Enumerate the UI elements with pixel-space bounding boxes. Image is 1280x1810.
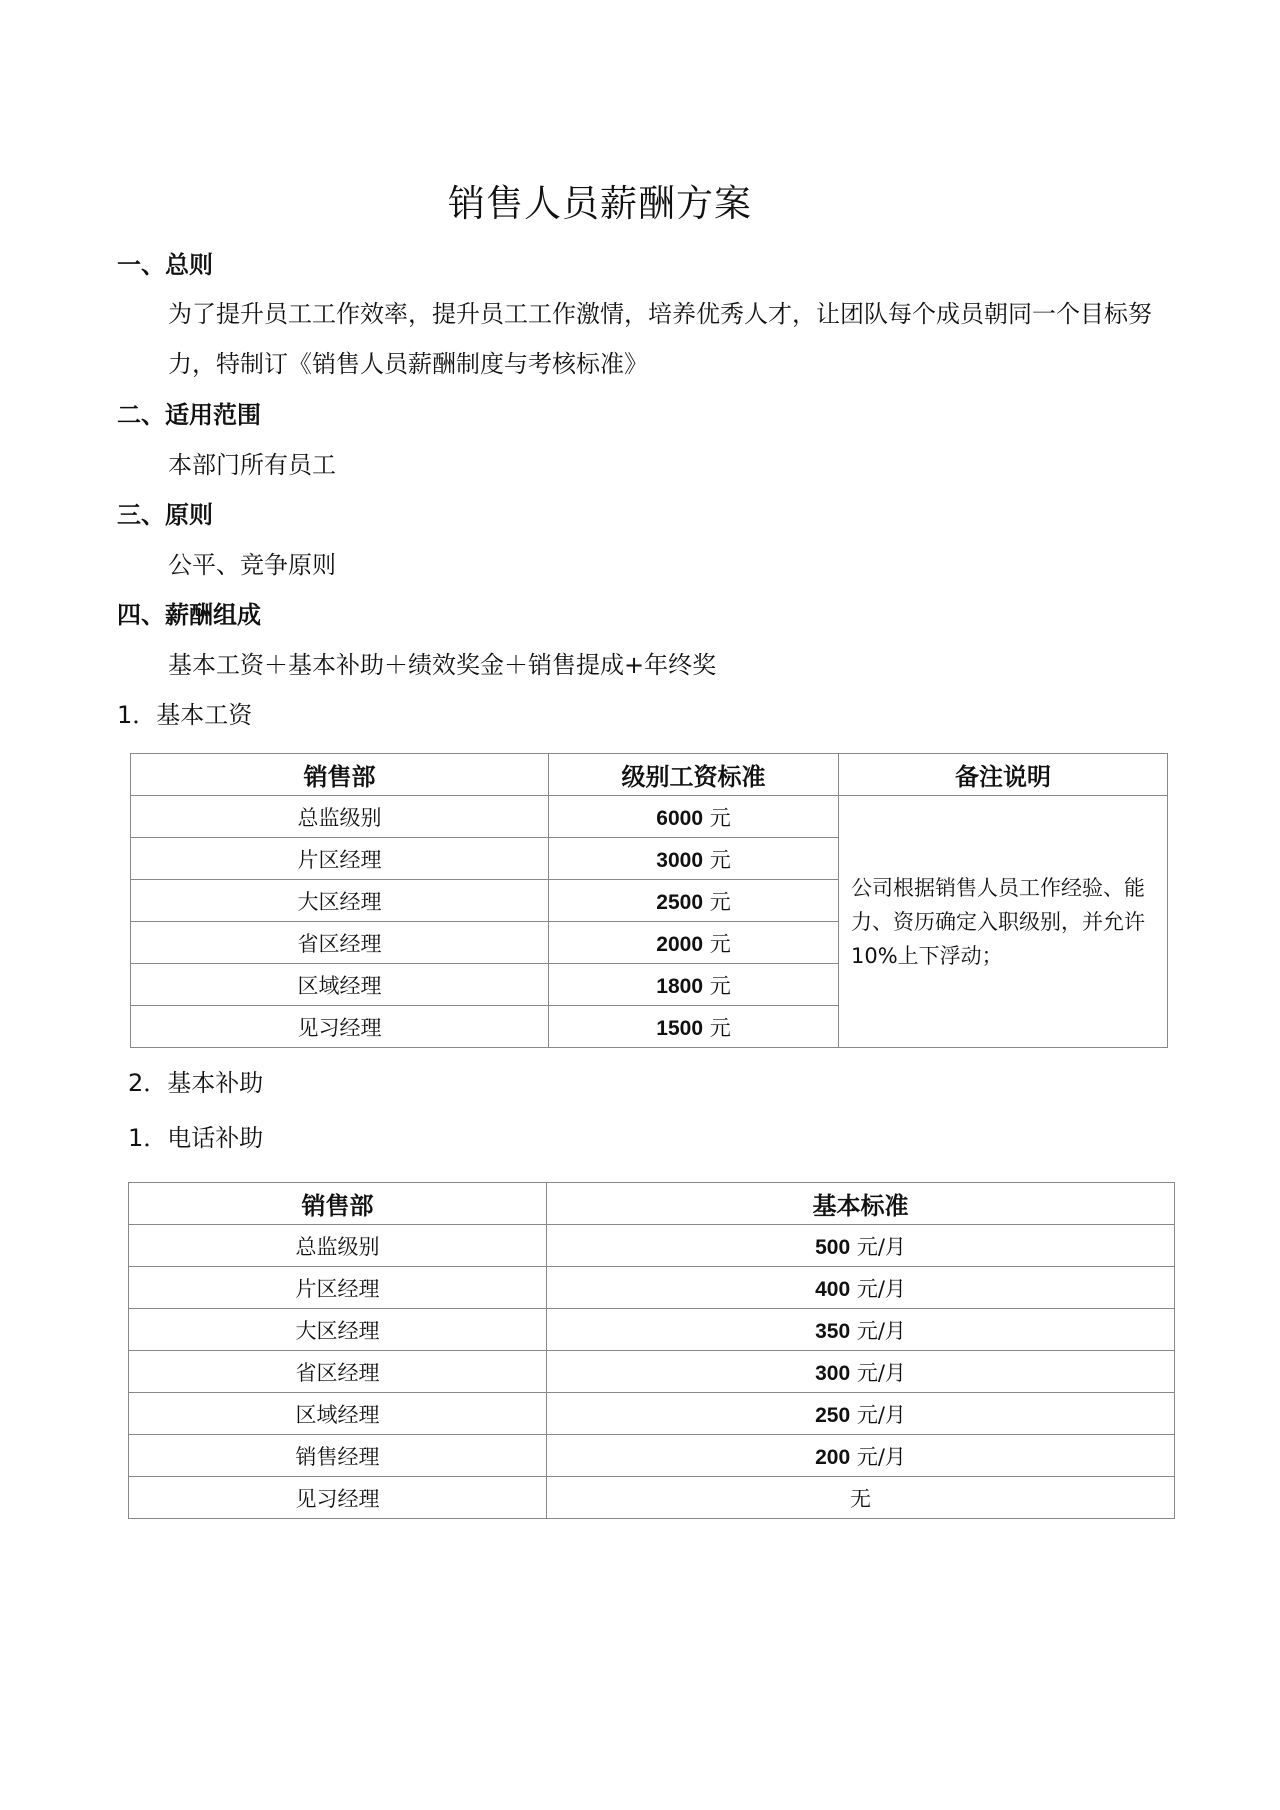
level-cell: 片区经理 xyxy=(129,1267,547,1309)
subheading-base-salary: 1．基本工资 xyxy=(117,701,253,729)
header-cell: 级别工资标准 xyxy=(549,754,839,796)
subheading-basic-allowance: 2．基本补助 xyxy=(128,1069,264,1097)
amount-value: 2000 xyxy=(656,932,704,956)
scope-text: 本部门所有员工 xyxy=(168,451,336,479)
amount-cell xyxy=(547,1435,1175,1477)
amount-cell: 无 xyxy=(547,1477,1175,1519)
header-cell: 基本标准 xyxy=(547,1183,1175,1225)
amount-cell xyxy=(549,1006,839,1048)
amount-cell xyxy=(549,880,839,922)
amount-cell xyxy=(549,922,839,964)
composition-text: 基本工资＋基本补助＋绩效奖金＋销售提成+年终奖 xyxy=(168,651,717,679)
amount-cell xyxy=(547,1225,1175,1267)
amount-unit: 元/月 xyxy=(856,1318,906,1343)
table-row xyxy=(129,1435,1175,1477)
level-cell: 区域经理 xyxy=(129,1393,547,1435)
table-row xyxy=(129,1393,1175,1435)
amount-unit: 元 xyxy=(709,973,731,998)
header-cell: 备注说明 xyxy=(839,754,1168,796)
amount-value: 3000 xyxy=(656,848,704,872)
table-header-row xyxy=(131,754,1168,796)
header-cell: 销售部 xyxy=(129,1183,547,1225)
amount-value: 2500 xyxy=(656,890,704,914)
amount-value: 1500 xyxy=(656,1016,704,1040)
table-header-row xyxy=(129,1183,1175,1225)
level-cell: 片区经理 xyxy=(131,838,549,880)
amount-value: 300 xyxy=(815,1361,851,1385)
level-cell: 大区经理 xyxy=(129,1309,547,1351)
amount-unit: 元/月 xyxy=(856,1360,906,1385)
amount-value: 6000 xyxy=(656,806,704,830)
level-cell: 见习经理 xyxy=(131,1006,549,1048)
section-heading-general: 一、总则 xyxy=(117,251,213,279)
amount-value: 1800 xyxy=(656,974,704,998)
table-row xyxy=(129,1309,1175,1351)
table-row xyxy=(131,796,1168,838)
amount-unit: 元 xyxy=(709,889,731,914)
document-title: 销售人员薪酬方案 xyxy=(448,182,752,225)
section-heading-scope: 二、适用范围 xyxy=(117,401,261,429)
amount-unit: 元 xyxy=(709,805,731,830)
header-cell: 销售部 xyxy=(131,754,549,796)
remark-cell: 公司根据销售人员工作经验、能力、资历确定入职级别，并允许10%上下浮动； xyxy=(839,796,1168,1048)
amount-value: 200 xyxy=(815,1445,851,1469)
table-row xyxy=(129,1225,1175,1267)
table-row xyxy=(129,1351,1175,1393)
amount-unit: 元/月 xyxy=(856,1444,906,1469)
amount-unit: 元 xyxy=(709,1015,731,1040)
table-row xyxy=(129,1267,1175,1309)
level-cell: 大区经理 xyxy=(131,880,549,922)
amount-cell xyxy=(547,1351,1175,1393)
level-cell: 省区经理 xyxy=(131,922,549,964)
amount-cell xyxy=(547,1267,1175,1309)
amount-value: 350 xyxy=(815,1319,851,1343)
amount-cell xyxy=(549,796,839,838)
level-cell: 总监级别 xyxy=(129,1225,547,1267)
amount-value: 500 xyxy=(815,1235,851,1259)
level-cell: 销售经理 xyxy=(129,1435,547,1477)
section-heading-principle: 三、原则 xyxy=(117,501,213,529)
amount-cell xyxy=(549,838,839,880)
amount-value: 250 xyxy=(815,1403,851,1427)
table-row xyxy=(129,1477,1175,1519)
level-cell: 总监级别 xyxy=(131,796,549,838)
amount-unit: 元 xyxy=(709,847,731,872)
level-cell: 见习经理 xyxy=(129,1477,547,1519)
amount-unit: 元/月 xyxy=(856,1276,906,1301)
amount-value: 400 xyxy=(815,1277,851,1301)
subheading-phone-allowance: 1．电话补助 xyxy=(128,1124,264,1152)
amount-cell xyxy=(547,1309,1175,1351)
level-cell: 区域经理 xyxy=(131,964,549,1006)
section-heading-composition: 四、薪酬组成 xyxy=(117,601,261,629)
phone-allowance-table xyxy=(128,1182,1175,1519)
amount-cell xyxy=(547,1393,1175,1435)
amount-unit: 元/月 xyxy=(856,1234,906,1259)
amount-unit: 元/月 xyxy=(856,1402,906,1427)
level-cell: 省区经理 xyxy=(129,1351,547,1393)
general-paragraph: 为了提升员工工作效率，提升员工工作激情，培养优秀人才，让团队每个成员朝同一个目标努力，特制订《销售人员薪酬制度与考核标准》 xyxy=(168,300,1152,378)
principle-text: 公平、竞争原则 xyxy=(168,551,336,579)
base-salary-table xyxy=(130,753,1168,1048)
amount-cell xyxy=(549,964,839,1006)
amount-unit: 元 xyxy=(709,931,731,956)
